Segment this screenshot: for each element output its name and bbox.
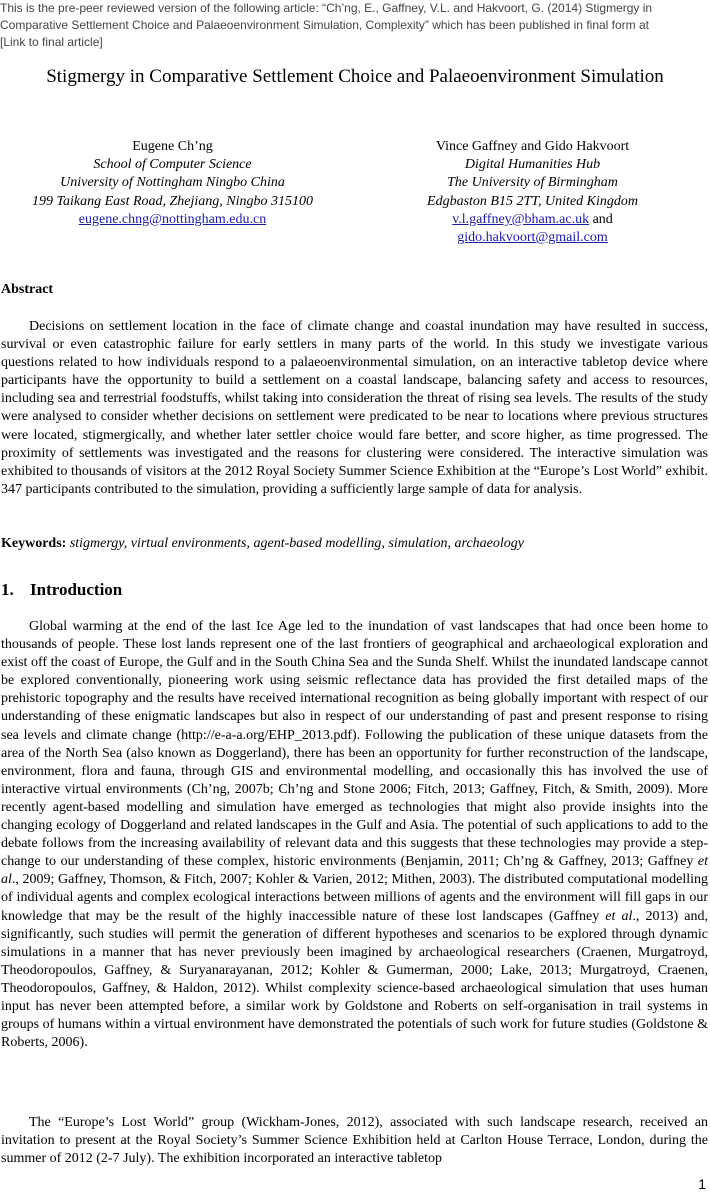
notice-line: Comparative Settlement Choice and Palaeoenvironment Simulation, Complexity” which has been published in final form at (0, 18, 650, 32)
notice-line: This is the pre-peer reviewed version of the following article: “Ch’ng, E., Gaffney, V.L. and Hakvoort, G. (2014) Stigmergy in (0, 1, 653, 15)
abstract-heading: Abstract (1, 282, 54, 297)
text-run: ., 2009; Gaffney, Thomson, & Fitch, 2007; Kohler & Varien, 2012; Mithen, 2003). The distributed computational modelling of individual agents and complex ecological interactions between millions of agents and the environment will fill gaps in our knowledge that may be the result of the highly inaccessible nature of these lost landscapes (Gaffney (1, 872, 708, 924)
author-email-link[interactable]: gido.hakvoort@gmail.com (457, 230, 608, 246)
page-number: 1 (698, 1176, 706, 1192)
section-title: Introduction (30, 580, 123, 599)
author-block-left (0, 138, 345, 229)
author-email-link[interactable]: eugene.chng@nottingham.edu.cn (78, 211, 267, 227)
author-address: 199 Taikang East Road, Zhejiang, Ningbo 315100 (31, 193, 314, 209)
author-name: Eugene Ch’ng (132, 139, 213, 154)
author-affiliation: Digital Humanities Hub (464, 157, 601, 173)
italic-run: et al (605, 908, 633, 924)
keywords-line (1, 535, 708, 553)
paper-title: Stigmergy in Comparative Settlement Choice and Palaeoenvironment Simulation (46, 66, 664, 87)
section-number: 1. (1, 580, 14, 599)
intro-paragraph-2: The “Europe’s Lost World” group (Wickham-Jones, 2012), associated with such landscape research, received an invitation to present at the Royal Society’s Summer Science Exhibition held at Carlton House Terrace, London, during the summer of 2012 (2-7 July). The exhibition incorporated an interactive tabletop (1, 1115, 708, 1167)
author-affiliation: University of Nottingham Ningbo China (60, 175, 285, 191)
author-affiliation: The University of Birmingham (447, 175, 618, 191)
author-block-right (355, 138, 710, 247)
text-run: ., 2013) and, significantly, such studies will permit the generation of different hypotheses and scenarios to be explored through dynamic simulations in a manner that has never previously been imagined by archaeological researchers (Craenen, Murgatroyd, Theodoropoulos, Gaffney, & Suryanarayanan, 2012; Kohler & Gumerman, 2000; Lake, 2013; Murgatroyd, Craenen, Theodoropoulos, Gaffney, & Haldon, 2012). Whilst complexity science-based archaeological simulation that uses human input has never been attempted before, a similar work by Goldstone and Roberts on self-organisation in trail systems in groups of humans within a virtual environment have demonstrated the potentials of such work for future studies (Goldstone & Roberts, 2006). (1, 908, 708, 1051)
text-run: Global warming at the end of the last Ice Age led to the inundation of vast landscapes that had once been home to thousands of people. These lost lands represent one of the last frontiers of geographical and archaeological exploration and exist off the coast of Europe, the Gulf and in the South China Sea and the Sunda Shelf. Whilst the inundated landscape cannot be explored conventionally, pioneering work using seismic reflectance data has provided the first detailed maps of the prehistoric topography and the results have received international recognition as being globally important with respect of our understanding of these enigmatic landscapes but also in respect of our understanding of past and present response to rising sea levels and climate change (http://e-a-a.org/EHP_2013.pdf). Following the publication of these unique datasets from the area of the North Sea (also known as Doggerland), there has been an opportunity for further reconstruction of the landscape, environment, flora and fauna, through GIS and environmental modelling, and occasionally this has involved the use of interactive virtual environments (Ch’ng, 2007b; Ch’ng and Stone 2006; Fitch, 2013; Gaffney, Fitch, & Smith, 2009). More recently agent-based modelling and simulation have emerged as technologies that might also provide insights into the changing ecology of Doggerland and related landscapes in the Gulf and Asia. The potential of such applications to add to the debate follows from the increasing availability of relevant data and this suggests that these technologies may provide a step-change to our understanding of these complex, historic environments (Benjamin, 2011; Ch’ng & Gaffney, 2013; Gaffney (1, 619, 708, 870)
email-conjunction: and (589, 211, 613, 227)
author-email-link[interactable]: v.l.gaffney@bham.ac.uk (452, 211, 590, 227)
italic-run: et al (1, 854, 708, 888)
author-affiliation: School of Computer Science (93, 157, 252, 173)
intro-paragraph-1 (1, 618, 708, 1052)
author-address: Edgbaston B15 2TT, United Kingdom (427, 193, 638, 209)
abstract-paragraph: Decisions on settlement location in the face of climate change and coastal inundation may have resulted in success, survival or even catastrophic failure for early settlers in many parts of the world. In this study we investigate various questions related to how individuals respond to a palaeoenvironmental simulation, on an interactive tabletop device where participants have the opportunity to build a settlement on a coastal landscape, balancing safety and access to resources, including sea and terrestrial foodstuffs, whilst taking into consideration the threat of rising sea levels. The results of the study were analysed to consider whether decisions on settlement were predicated to be near to locations where previous structures were located, stigmergically, and whether later settler choice would fare better, and score higher, as time progressed. The proximity of settlements was investigated and the reasons for clustering were considered. The interactive simulation was exhibited to thousands of visitors at the 2012 Royal Society Summer Science Exhibition at the “Europe’s Lost World” exhibit. 347 participants contributed to the simulation, providing a sufficiently large sample of data for analysis. (1, 319, 708, 497)
keywords-label: Keywords: (1, 536, 67, 551)
keywords-text: stigmergy, virtual environments, agent-based modelling, simulation, archaeology (69, 536, 524, 551)
notice-link-line[interactable]: [Link to final article] (0, 35, 103, 49)
prepeer-notice (0, 0, 700, 51)
author-name: Vince Gaffney and Gido Hakvoort (435, 139, 630, 154)
section-heading (1, 579, 122, 601)
